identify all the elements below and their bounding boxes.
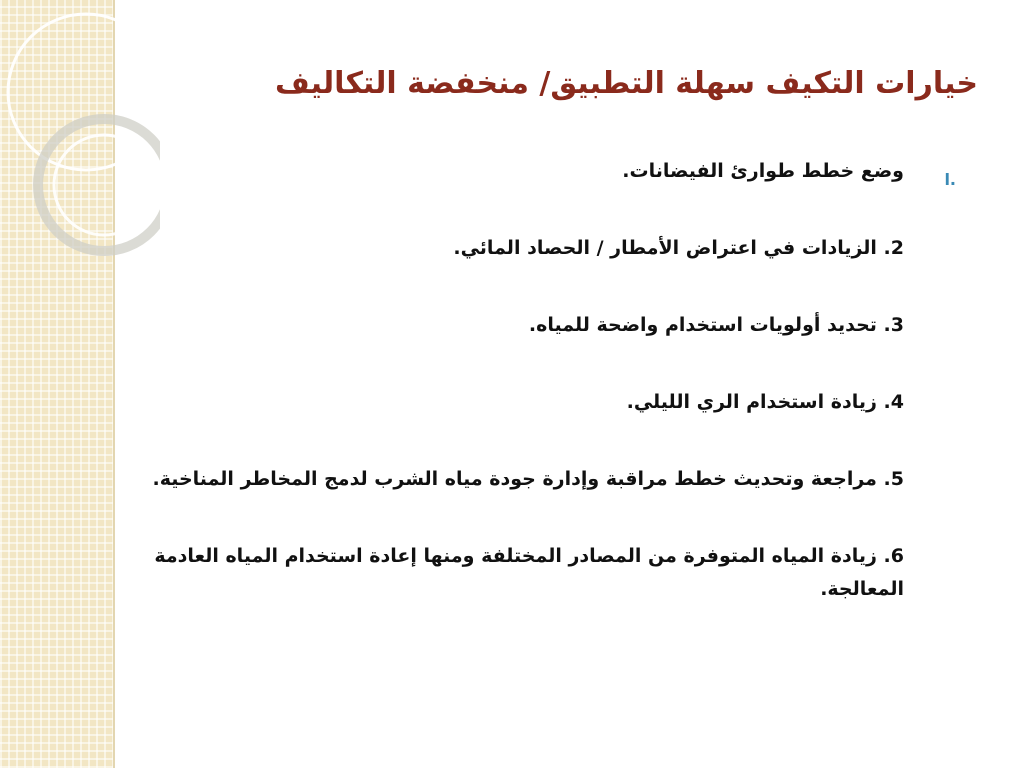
list-item: 6. زيادة المياه المتوفرة من المصادر المختلفة ومنها إعادة استخدام المياه العادمة المعالجة.	[154, 545, 904, 600]
list-item: 4. زيادة استخدام الري الليلي.	[626, 391, 904, 413]
list-item: 2. الزيادات في اعتراض الأمطار / الحصاد المائي.	[453, 237, 904, 259]
list-item: وضع خطط طوارئ الفيضانات.	[622, 160, 904, 182]
list-item: 5. مراجعة وتحديث خطط مراقبة وإدارة جودة مياه الشرب لدمج المخاطر المناخية.	[152, 468, 904, 490]
slide-body	[74, 155, 904, 650]
slide-title: خيارات التكيف سهلة التطبيق/ منخفضة التكاليف	[274, 66, 978, 101]
list-item: 3. تحديد أولويات استخدام واضحة للمياه.	[528, 314, 904, 336]
bullet-marker: ا.	[944, 170, 956, 189]
